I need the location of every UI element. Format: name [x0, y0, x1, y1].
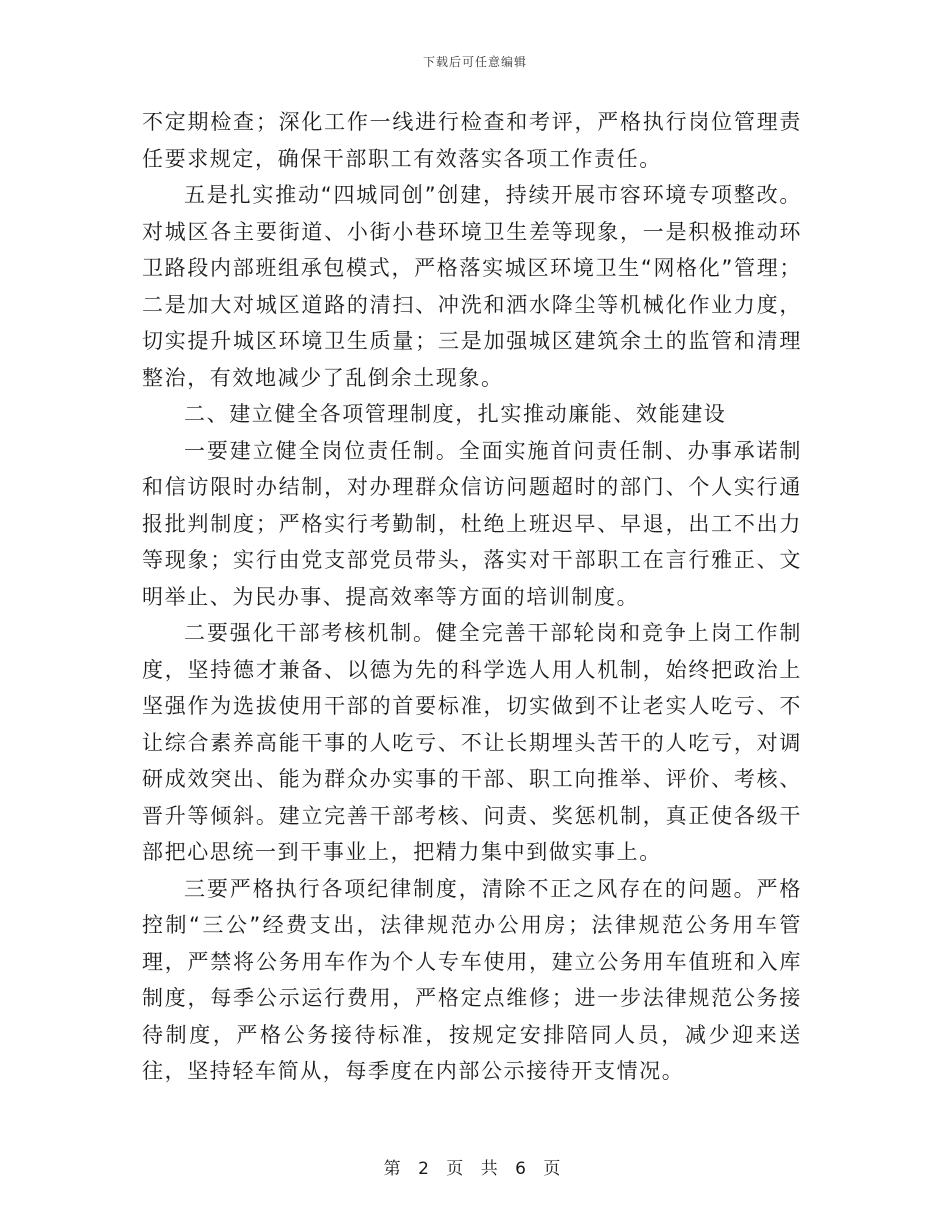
paragraph-post-responsibility: 一要建立健全岗位责任制。全面实施首问责任制、办事承诺制和信访限时办结制，对办理群众信访问题超时的部门、个人实行通报批判制度；严格实行考勤制，杜绝上班迟早、早退，出工不出力等现象；实行由党支部党员带头，落实对干部职工在言行雅正、文明举止、为民办事、提高效率等方面的培训制度。 — [142, 438, 802, 609]
paragraph-discipline-system: 三要严格执行各项纪律制度，清除不正之风存在的问题。严格控制“三公”经费支出，法律规范办公用房；法律规范公务用车管理，严禁将公务用车作为个人专车使用，建立公务用车值班和入库制度，每季公示运行费用，严格定点维修；进一步法律规范公务接待制度，严格公务接待标准，按规定安排陪同人员，减少迎来送往，坚持轻车简从，每季度在内部公示接待开支情况。 — [142, 876, 802, 1083]
document-body — [142, 104, 802, 1090]
paragraph-cadre-assessment: 二要强化干部考核机制。健全完善干部轮岗和竞争上岗工作制度，坚持德才兼备、以德为先的科学选人用人机制，始终把政治上坚强作为选拔使用干部的首要标准，切实做到不让老实人吃亏、不让综合素养高能干事的人吃亏、不让长期埋头苦干的人吃亏，对调研成效突出、能为群众办实事的干部、职工向推举、评价、考核、晋升等倾斜。建立完善干部考核、问责、奖惩机制，真正使各级干部把心思统一到干事业上，把精力集中到做实事上。 — [142, 621, 802, 864]
paragraph-continuation: 不定期检查；深化工作一线进行检查和考评，严格执行岗位管理责任要求规定，确保干部职工有效落实各项工作责任。 — [142, 110, 802, 171]
paragraph-city-environment: 五是扎实推动“四城同创”创建，持续开展市容环境专项整改。对城区各主要街道、小街小巷环境卫生差等现象，一是积极推动环卫路段内部班组承包模式，严格落实城区环境卫生“网格化”管理；二是加大对城区道路的清扫、冲洗和洒水降尘等机械化作业力度，切实提升城区环境卫生质量；三是加强城区建筑余土的监管和清理整治，有效地减少了乱倒余土现象。 — [142, 183, 802, 390]
page-number: 第 2 页 共 6 页 — [383, 1159, 567, 1179]
section-heading-management-system: 二、建立健全各项管理制度，扎实推动廉能、效能建设 — [184, 402, 727, 426]
header-note: 下载后可任意编辑 — [422, 55, 527, 69]
